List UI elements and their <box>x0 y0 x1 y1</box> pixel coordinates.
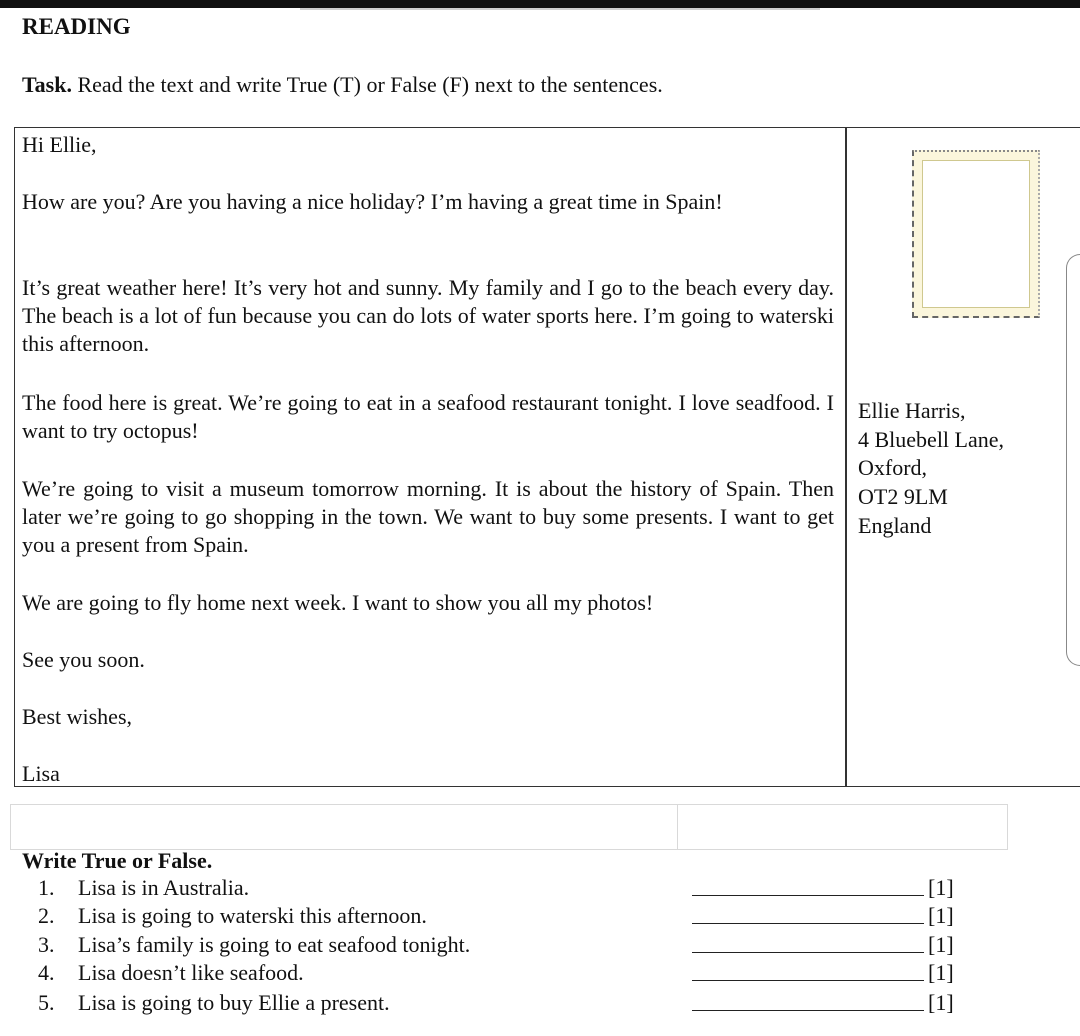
letter-closing-1: See you soon. <box>22 647 145 672</box>
letter-paragraph-4: We’re going to visit a museum tomorrow morning. It is about the history of Spain. Then later we’re going to go shopping in the town. We want to buy some presents. I want to get you a present from Spain. <box>22 476 834 557</box>
answer-line[interactable] <box>692 895 924 896</box>
side-scroll-handle[interactable] <box>1066 254 1080 666</box>
question-mark: [1] <box>928 903 954 928</box>
question-row <box>38 960 1038 988</box>
letter-paragraph-3: The food here is great. We’re going to eat in a seafood restaurant tonight. I love seadfood. I want to try octopus! <box>22 390 834 443</box>
answer-line[interactable] <box>692 980 924 981</box>
stamp-box <box>912 150 1040 318</box>
answer-line[interactable] <box>692 1010 924 1011</box>
stamp-inner <box>922 160 1030 308</box>
question-mark: [1] <box>928 875 954 900</box>
letter-signature: Lisa <box>22 761 60 786</box>
task-instruction <box>22 72 663 98</box>
top-border <box>0 0 1080 8</box>
question-text: Lisa is in Australia. <box>78 875 250 900</box>
task-text: Read the text and write True (T) or False (F) next to the sentences. <box>71 72 663 97</box>
postcard-divider <box>845 127 847 787</box>
letter-paragraph-5: We are going to fly home next week. I want to show you all my photos! <box>22 590 654 615</box>
answer-line[interactable] <box>692 952 924 953</box>
question-number: 1. <box>38 875 55 900</box>
questions-title: Write True or False. <box>22 848 213 873</box>
address-postcode: OT2 9LM <box>858 484 948 509</box>
question-text: Lisa’s family is going to eat seafood tonight. <box>78 932 471 957</box>
question-row <box>38 903 1038 931</box>
question-text: Lisa is going to buy Ellie a present. <box>78 990 390 1015</box>
letter-paragraph-1: How are you? Are you having a nice holiday? I’m having a great time in Spain! <box>22 189 723 214</box>
letter-paragraph-2: It’s great weather here! It’s very hot and sunny. My family and I go to the beach every day. The beach is a lot of fun because you can do lots of water sports here. I’m going to waterski this afternoon. <box>22 275 834 356</box>
address-city: Oxford, <box>858 455 928 480</box>
question-number: 2. <box>38 903 55 928</box>
question-row <box>38 932 1038 960</box>
question-row <box>38 990 1038 1018</box>
question-number: 5. <box>38 990 55 1015</box>
letter-greeting: Hi Ellie, <box>22 132 97 157</box>
blank-table-divider <box>677 805 678 849</box>
question-mark: [1] <box>928 960 954 985</box>
cut-off-header-text <box>300 8 820 10</box>
address-street: 4 Bluebell Lane, <box>858 427 1005 452</box>
address-country: England <box>858 513 932 538</box>
question-number: 4. <box>38 960 55 985</box>
address-name: Ellie Harris, <box>858 398 966 423</box>
letter-closing-2: Best wishes, <box>22 704 132 729</box>
question-mark: [1] <box>928 990 954 1015</box>
answer-line[interactable] <box>692 923 924 924</box>
task-label: Task. <box>22 72 72 97</box>
question-number: 3. <box>38 932 55 957</box>
question-mark: [1] <box>928 932 954 957</box>
section-title: READING <box>22 14 131 39</box>
blank-table <box>10 804 1008 850</box>
question-text: Lisa doesn’t like seafood. <box>78 960 304 985</box>
question-row <box>38 875 1038 903</box>
question-text: Lisa is going to waterski this afternoon. <box>78 903 427 928</box>
